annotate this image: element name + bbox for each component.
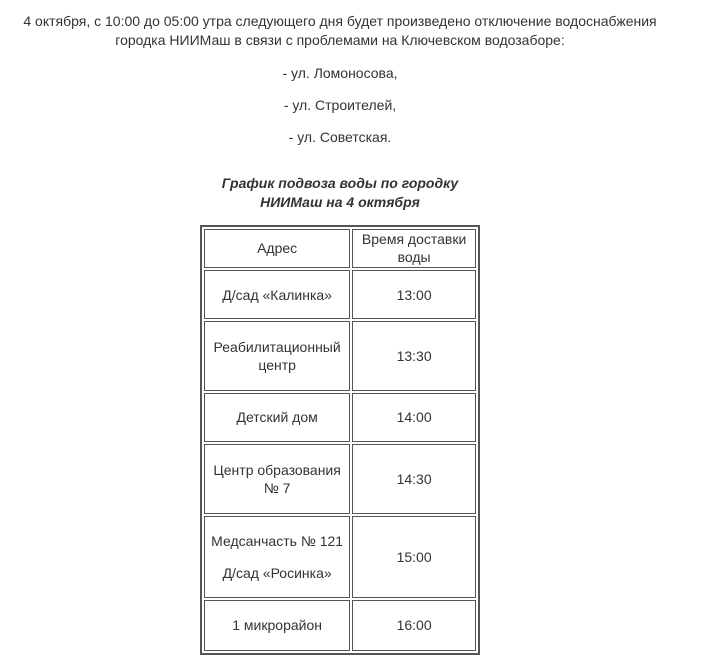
time-cell: 14:30 <box>352 444 476 514</box>
address-line-1: Реабилитационный <box>213 338 341 355</box>
address-cell: 1 микрорайон <box>204 600 350 651</box>
table-row <box>204 600 476 651</box>
announcement-text <box>0 12 680 50</box>
table-row <box>204 393 476 442</box>
address-spacer <box>209 550 345 564</box>
address-line-1: Медсанчасть № 121 <box>211 532 344 549</box>
table-row <box>204 444 476 514</box>
table-row <box>204 270 476 319</box>
header-delivery-time-line-2: воды <box>397 249 431 266</box>
table-row <box>204 321 476 391</box>
time-cell: 13:30 <box>352 321 476 391</box>
street-item: - ул. Строителей, <box>283 97 397 113</box>
announcement-line-1: 4 октября, с 10:00 до 05:00 утра следующего дня будет произведено отключение водоснабжения <box>23 13 657 29</box>
delivery-schedule-table <box>200 225 480 655</box>
street-item: - ул. Ломоносова, <box>282 65 398 81</box>
address-line-1: Центр образования <box>213 461 341 478</box>
address-line-2: № 7 <box>263 479 291 496</box>
announcement-line-2: городка НИИМаш в связи с проблемами на Ключевском водозаборе: <box>115 32 565 48</box>
time-cell: 13:00 <box>352 270 476 319</box>
address-cell <box>204 444 350 514</box>
address-cell: Д/сад «Калинка» <box>204 270 350 319</box>
header-delivery-time <box>352 229 476 268</box>
address-line-2: центр <box>258 356 296 373</box>
address-line-2: Д/сад «Росинка» <box>222 564 332 581</box>
address-cell <box>204 516 350 598</box>
table-header-row <box>204 229 476 268</box>
address-cell: Детский дом <box>204 393 350 442</box>
address-cell <box>204 321 350 391</box>
street-item: - ул. Советская. <box>288 129 392 145</box>
table-row <box>204 516 476 598</box>
time-cell: 16:00 <box>352 600 476 651</box>
header-address: Адрес <box>204 229 350 268</box>
schedule-title-line-1: График подвоза воды по городку <box>221 175 459 191</box>
header-delivery-time-line-1: Время доставки <box>361 231 467 248</box>
schedule-title-line-2: НИИМаш на 4 октября <box>260 194 420 210</box>
time-cell: 15:00 <box>352 516 476 598</box>
time-cell: 14:00 <box>352 393 476 442</box>
schedule-title <box>0 174 680 212</box>
